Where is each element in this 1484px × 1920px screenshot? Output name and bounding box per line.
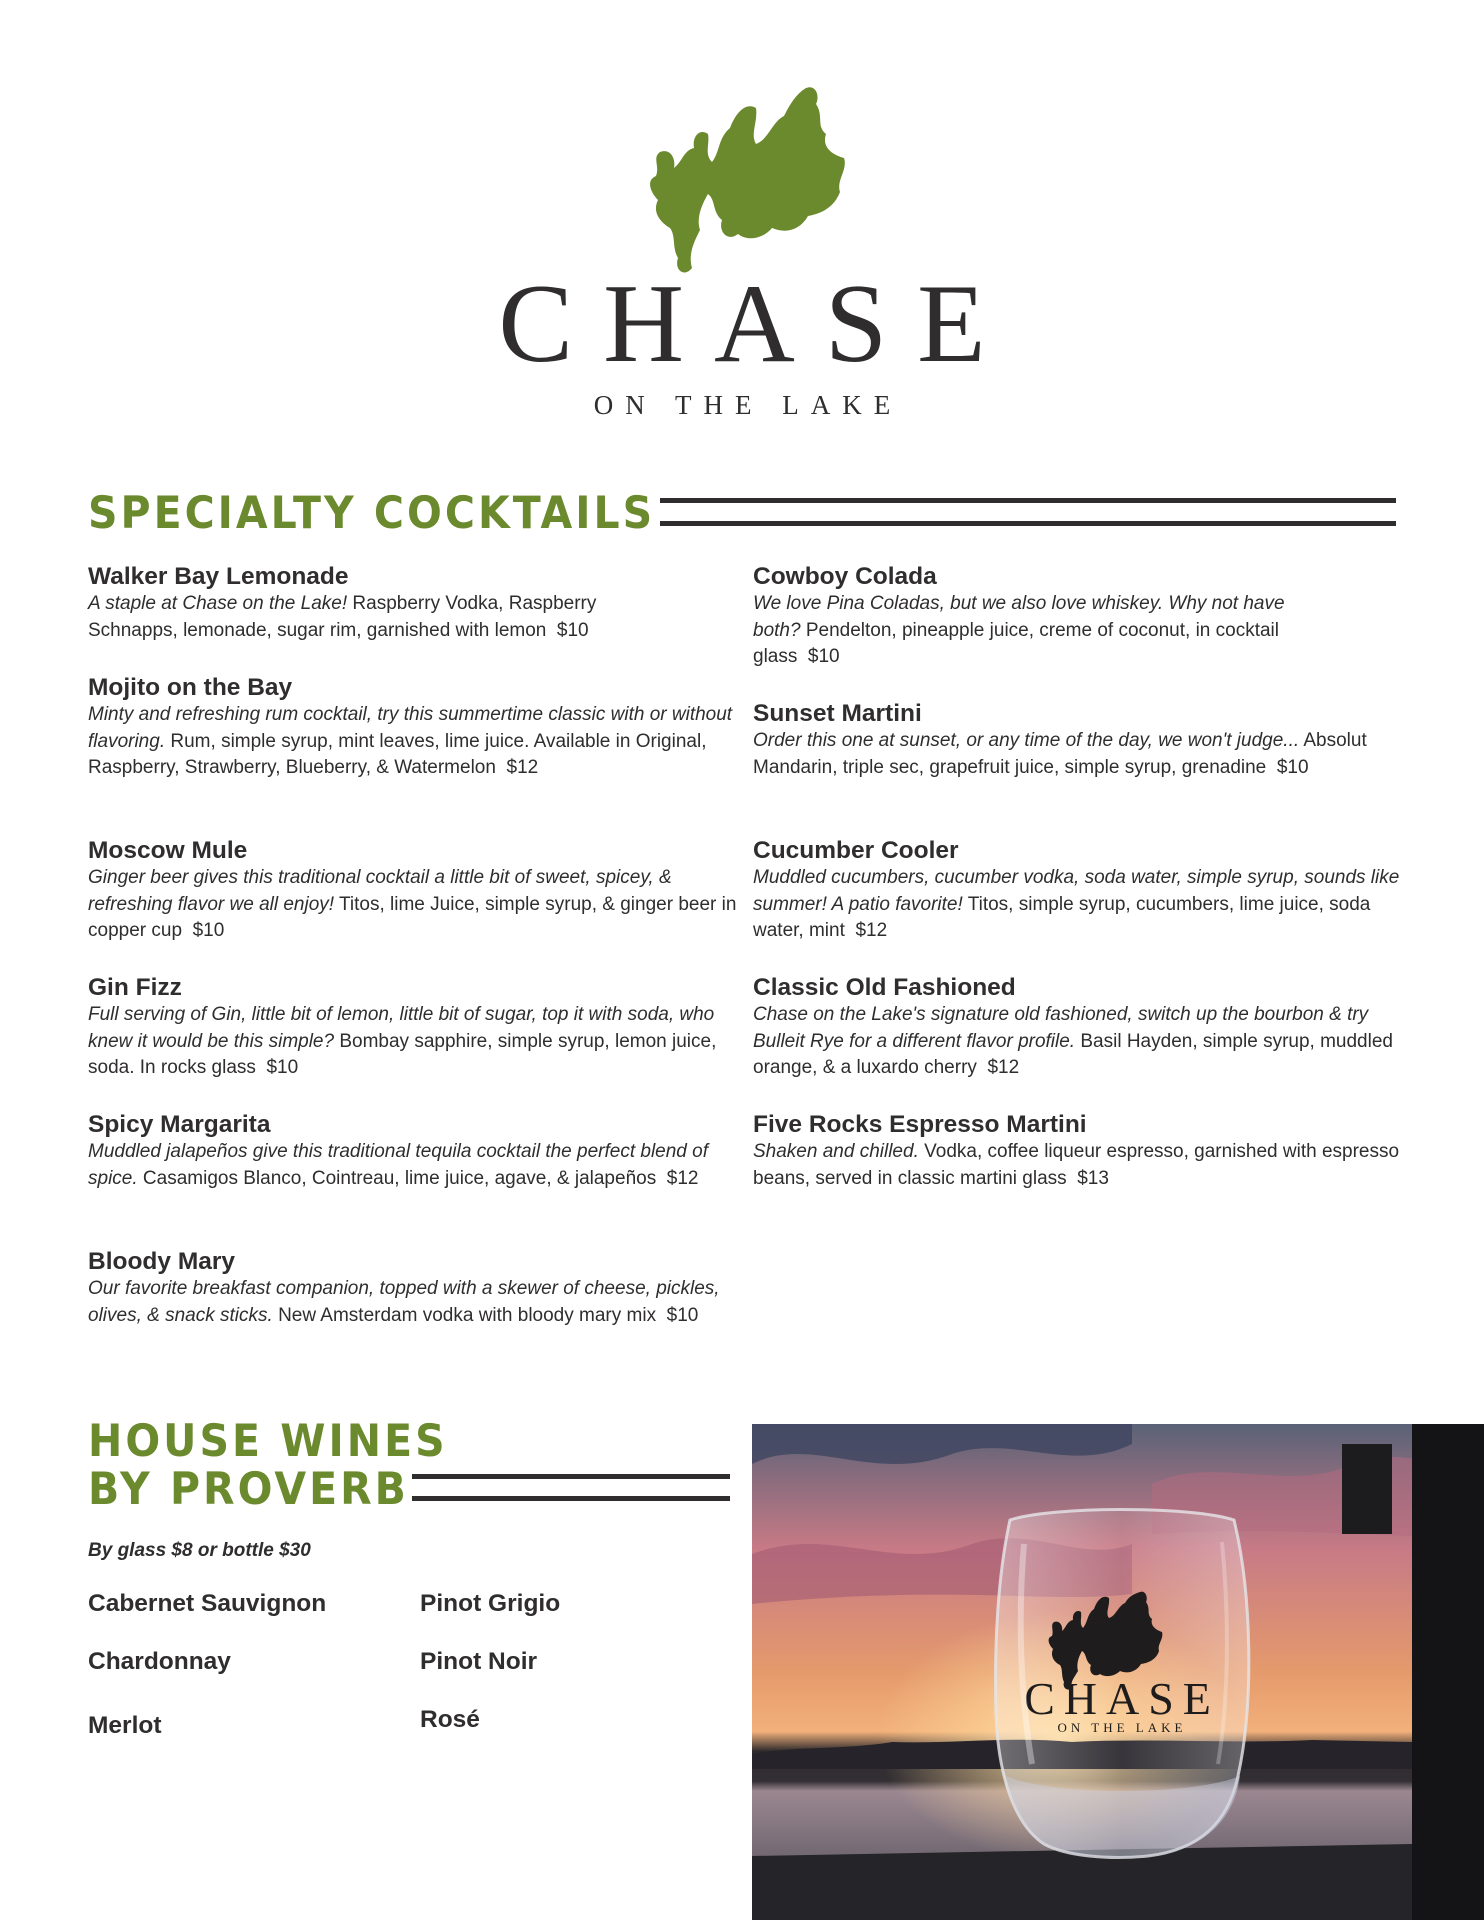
- item-description: [88, 865, 743, 945]
- item-description: [753, 865, 1408, 945]
- item-details: Raspberry Vodka, Raspberry Schnapps, lemonade, sugar rim, garnished with lemon: [88, 593, 597, 641]
- photo-illustration: [752, 1424, 1484, 1920]
- item-name: Moscow Mule: [88, 837, 248, 864]
- wine-item: Pinot Noir: [420, 1648, 538, 1675]
- item-details: Bombay sapphire, simple syrup, lemon juice, soda. In rocks glass: [88, 1030, 717, 1078]
- item-price: $13: [1077, 1167, 1109, 1189]
- wines-rule-bottom: [412, 1496, 730, 1501]
- menu-item: [88, 973, 743, 1082]
- wines-heading-line1: HOUSE WINES: [88, 1414, 448, 1467]
- item-details: Pendelton, pineapple juice, creme of coconut, in cocktail glass: [753, 619, 1280, 667]
- cocktails-heading: SPECIALTY COCKTAILS: [88, 486, 656, 539]
- menu-item: [753, 699, 1408, 781]
- item-details: Absolut Mandarin, triple sec, grapefruit juice, simple syrup, grenadine: [753, 730, 1367, 778]
- item-intro: Ginger beer gives this traditional cocktail a little bit of sweet, spicey, & refreshing flavor we all enjoy!: [88, 867, 672, 915]
- item-price: $10: [807, 646, 840, 667]
- item-details: Casamigos Blanco, Cointreau, lime juice, agave, & jalapeños: [142, 1167, 657, 1189]
- item-details: Rum, simple syrup, mint leaves, lime juice. Available in Original, Raspberry, Strawberry, Blueberry, & Watermelon: [88, 730, 707, 778]
- wines-rule-top: [412, 1474, 730, 1479]
- item-description: [753, 728, 1408, 781]
- item-intro: Muddled jalapeños give this traditional tequila cocktail the perfect blend of spice.: [88, 1141, 708, 1189]
- item-price: $10: [1276, 756, 1309, 778]
- item-name: Cowboy Colada: [753, 563, 937, 590]
- item-name: Cucumber Cooler: [753, 837, 959, 864]
- wine-item: Merlot: [88, 1712, 162, 1739]
- wine-item: Cabernet Sauvignon: [88, 1590, 327, 1617]
- menu-item: [88, 673, 743, 782]
- menu-item: [753, 836, 1408, 945]
- item-details: Basil Hayden, simple syrup, muddled orange, & a luxardo cherry: [753, 1030, 1393, 1078]
- brand-tagline: ON THE LAKE: [593, 390, 903, 420]
- item-name: Walker Bay Lemonade: [88, 563, 349, 590]
- menu-item: [753, 1110, 1408, 1192]
- item-name: Mojito on the Bay: [88, 674, 293, 701]
- item-price: $10: [666, 1304, 699, 1326]
- item-name: Gin Fizz: [88, 974, 182, 1001]
- item-details: Titos, simple syrup, cucumbers, lime juice, soda water, mint: [753, 893, 1371, 941]
- item-description: [88, 1276, 743, 1329]
- item-description: [88, 702, 748, 782]
- item-price: $10: [192, 920, 225, 941]
- item-intro: Order this one at sunset, or any time of the day, we won't judge...: [753, 730, 1300, 751]
- item-description: [88, 1002, 743, 1082]
- item-intro: Minty and refreshing rum cocktail, try this summertime classic with or without flavoring.: [88, 704, 733, 752]
- item-intro: A staple at Chase on the Lake!: [88, 593, 348, 614]
- item-price: $12: [987, 1057, 1020, 1078]
- lake-logo-icon: [630, 82, 850, 282]
- wines-heading-line2: BY PROVERB: [88, 1462, 409, 1515]
- glass-logo-word: CHASE: [1024, 1673, 1220, 1724]
- item-description: [753, 1002, 1408, 1082]
- menu-item: [753, 973, 1408, 1082]
- wine-item: Chardonnay: [88, 1648, 231, 1675]
- item-price: $10: [556, 619, 589, 641]
- item-name: Five Rocks Espresso Martini: [753, 1111, 1087, 1138]
- item-price: $12: [855, 920, 888, 941]
- item-name: Spicy Margarita: [88, 1111, 271, 1138]
- heading-rule-top: [660, 498, 1396, 503]
- item-name: Bloody Mary: [88, 1248, 236, 1275]
- menu-item: [753, 562, 1408, 671]
- item-details: New Amsterdam vodka with bloody mary mix: [278, 1304, 657, 1326]
- heading-rule-bottom: [660, 521, 1396, 526]
- item-price: $12: [666, 1167, 699, 1189]
- sunset-wine-glass-photo: [752, 1424, 1484, 1920]
- item-details: Titos, lime Juice, simple syrup, & ginger beer in copper cup: [88, 893, 737, 941]
- wine-item: Rosé: [420, 1706, 480, 1733]
- item-name: Sunset Martini: [753, 700, 922, 727]
- item-description: [753, 1139, 1408, 1192]
- item-intro: Chase on the Lake's signature old fashioned, switch up the bourbon & try Bulleit Rye for a different flavor profile.: [753, 1004, 1369, 1052]
- brand-wordmark: CHASE: [498, 262, 1016, 386]
- menu-item: [88, 1110, 743, 1192]
- item-description: [88, 591, 673, 644]
- item-price: $10: [266, 1057, 299, 1078]
- item-description: [88, 1139, 743, 1192]
- item-intro: Full serving of Gin, little bit of lemon, little bit of sugar, top it with soda, who knew it would be this simple?: [88, 1004, 715, 1052]
- item-intro: Muddled cucumbers, cucumber vodka, soda water, simple syrup, sounds like summer! A patio favorite!: [753, 867, 1400, 915]
- item-intro: Shaken and chilled.: [753, 1141, 919, 1162]
- item-intro: Our favorite breakfast companion, topped with a skewer of cheese, pickles, olives, & snack sticks.: [88, 1278, 720, 1326]
- menu-item: [88, 836, 743, 945]
- item-description: [753, 591, 1313, 671]
- item-price: $12: [506, 757, 539, 778]
- menu-item: [88, 562, 743, 644]
- wine-price-note: By glass $8 or bottle $30: [88, 1540, 311, 1561]
- menu-item: [88, 1247, 743, 1329]
- item-name: Classic Old Fashioned: [753, 974, 1016, 1001]
- item-intro: We love Pina Coladas, but we also love whiskey. Why not have both?: [753, 593, 1285, 641]
- glass-logo-tagline: ON THE LAKE: [1057, 1720, 1187, 1735]
- wine-item: Pinot Grigio: [420, 1590, 561, 1617]
- item-details: Vodka, coffee liqueur espresso, garnished with espresso beans, served in classic martini glass: [753, 1141, 1400, 1189]
